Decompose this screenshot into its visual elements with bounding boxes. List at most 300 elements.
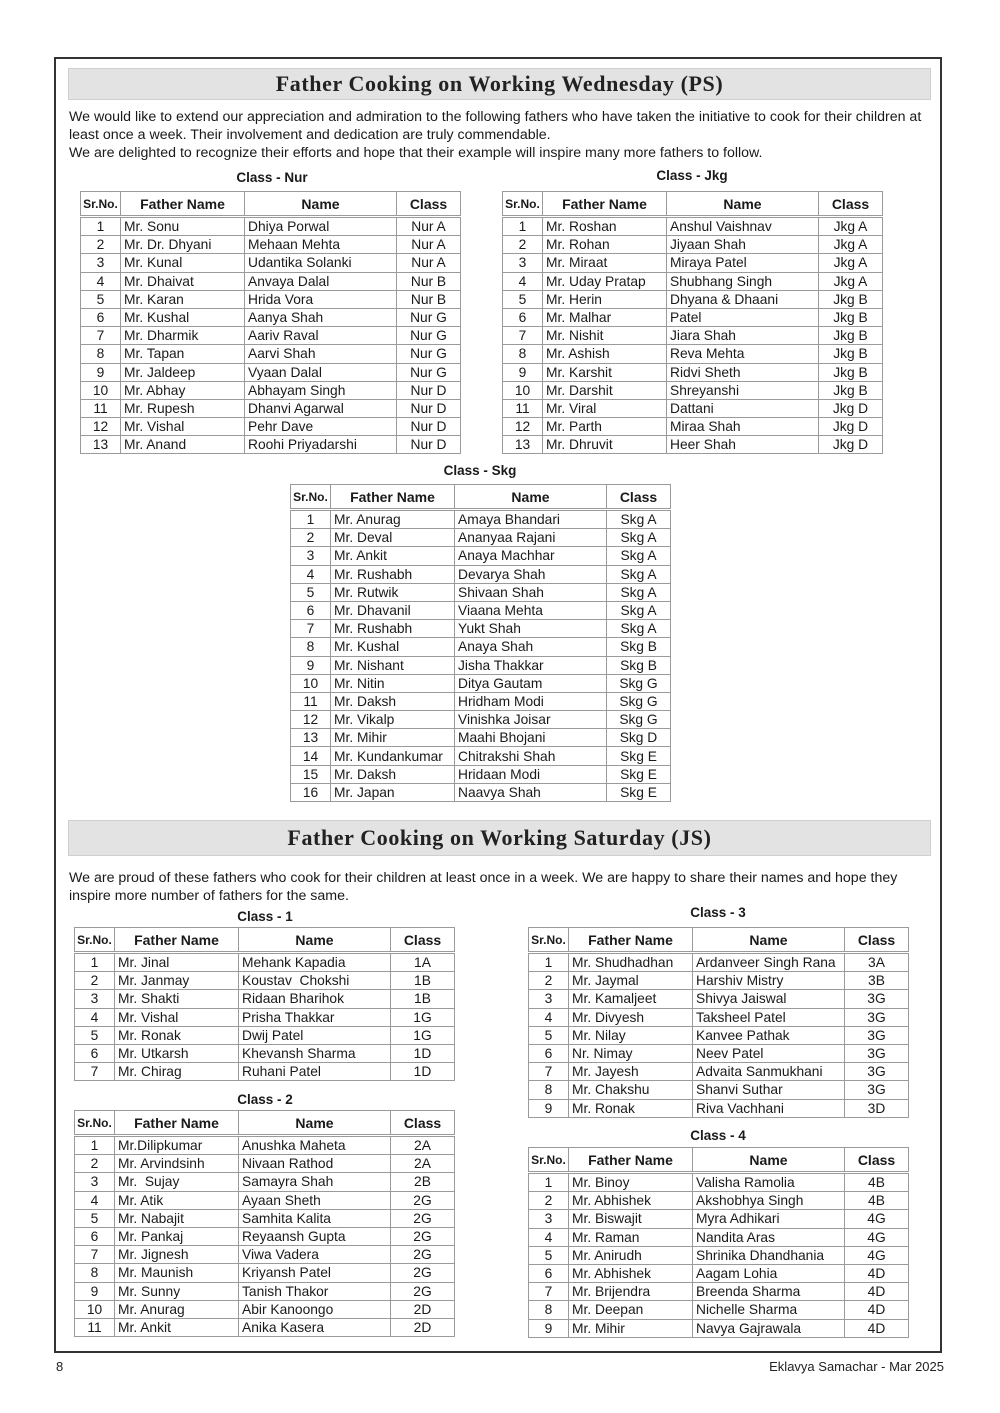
cell-father-name: Mr. Ashish [543,345,667,363]
cell-father-name: Mr. Rutwik [331,583,455,601]
header-sr-no: Sr.No. [291,485,331,510]
cell-child-name: Naavya Shah [455,783,607,801]
cell-sr-no: 3 [291,547,331,565]
table-header-row [75,1111,455,1136]
header-father-name: Father Name [331,485,455,510]
cell-sr-no: 8 [529,1081,569,1099]
cell-class: 2A [391,1136,455,1155]
cell-class: Skg A [607,510,671,529]
cell-child-name: Miraya Patel [667,254,819,272]
table-row [81,363,461,381]
table-row [75,1246,455,1264]
cell-father-name: Mr. Darshit [543,381,667,399]
cell-class: Jkg D [819,399,883,417]
cell-sr-no: 4 [529,1008,569,1026]
table-row [529,1228,909,1246]
table-row [291,510,671,529]
cell-child-name: Prisha Thakkar [239,1008,391,1026]
cell-sr-no: 5 [503,290,543,308]
cell-child-name: Shreyanshi [667,381,819,399]
cell-class: Skg E [607,765,671,783]
table-row [291,547,671,565]
cell-father-name: Mr. Rohan [543,236,667,254]
cell-sr-no: 9 [529,1099,569,1117]
cell-sr-no: 3 [503,254,543,272]
cell-child-name: Neev Patel [693,1044,845,1062]
header-sr-no: Sr.No. [503,192,543,217]
cell-child-name: Hrida Vora [245,290,397,308]
cell-father-name: Mr. Deepan [569,1301,693,1319]
cell-sr-no: 11 [75,1318,115,1336]
cell-father-name: Mr. Abhishek [569,1264,693,1282]
cell-child-name: Anvaya Dalal [245,272,397,290]
cell-child-name: Mehaan Mehta [245,236,397,254]
cell-child-name: Anshul Vaishnav [667,217,819,236]
cell-child-name: Heer Shah [667,436,819,454]
cell-child-name: Shivaan Shah [455,583,607,601]
cell-father-name: Mr. Ronak [569,1099,693,1117]
cell-sr-no: 9 [291,656,331,674]
cell-sr-no: 10 [503,381,543,399]
cell-father-name: Mr. Kundankumar [331,747,455,765]
table-row [291,765,671,783]
cell-father-name: Mr. Chakshu [569,1081,693,1099]
cell-sr-no: 7 [529,1063,569,1081]
ps-intro [69,108,939,163]
cell-class: Jkg A [819,254,883,272]
cell-child-name: Advaita Sanmukhani [693,1063,845,1081]
table-row [503,399,883,417]
cell-sr-no: 2 [75,972,115,990]
table-class-4 [528,1147,909,1338]
cell-child-name: Roohi Priyadarshi [245,436,397,454]
cell-child-name: Vinishka Joisar [455,711,607,729]
cell-sr-no: 10 [291,674,331,692]
cell-father-name: Mr. Abhay [121,381,245,399]
table-row [75,1318,455,1336]
table-row [529,1081,909,1099]
table-class-jkg [502,191,883,454]
cell-sr-no: 4 [75,1191,115,1209]
cell-class: Skg B [607,656,671,674]
cell-class: Nur G [397,345,461,363]
cell-child-name: Nandita Aras [693,1228,845,1246]
cell-class: 4G [845,1210,909,1228]
cell-class: 4D [845,1301,909,1319]
cell-father-name: Mr. Parth [543,418,667,436]
cell-class: Jkg B [819,381,883,399]
table-row [81,327,461,345]
cell-child-name: Maahi Bhojani [455,729,607,747]
cell-father-name: Mr. Ankit [331,547,455,565]
caption-jkg: Class - Jkg [656,168,728,183]
cell-sr-no: 5 [529,1026,569,1044]
cell-sr-no: 5 [81,290,121,308]
cell-child-name: Hridham Modi [455,692,607,710]
cell-child-name: Nichelle Sharma [693,1301,845,1319]
cell-class: Skg B [607,638,671,656]
cell-class: 4D [845,1283,909,1301]
cell-child-name: Abir Kanoongo [239,1300,391,1318]
cell-father-name: Nr. Nimay [569,1044,693,1062]
header-class: Class [845,928,909,953]
cell-father-name: Mr. Biswajit [569,1210,693,1228]
table-row [529,972,909,990]
cell-child-name: Jiara Shah [667,327,819,345]
cell-sr-no: 1 [529,953,569,972]
cell-child-name: Valisha Ramolia [693,1173,845,1192]
table-row [529,1008,909,1026]
cell-sr-no: 2 [75,1155,115,1173]
cell-father-name: Mr. Jaldeep [121,363,245,381]
cell-father-name: Mr. Kunal [121,254,245,272]
cell-class: 1A [391,953,455,972]
cell-father-name: Mr. Ankit [115,1318,239,1336]
cell-class: Skg G [607,674,671,692]
cell-child-name: Reyaansh Gupta [239,1227,391,1245]
cell-child-name: Kanvee Pathak [693,1026,845,1044]
cell-sr-no: 9 [75,1282,115,1300]
cell-father-name: Mr. Abhishek [569,1192,693,1210]
cell-child-name: Anika Kasera [239,1318,391,1336]
cell-father-name: Mr. Janmay [115,972,239,990]
cell-class: 4D [845,1319,909,1337]
cell-father-name: Mr. Shakti [115,990,239,1008]
cell-class: 2G [391,1191,455,1209]
table-row [503,418,883,436]
cell-child-name: Patel [667,308,819,326]
table-row [75,1209,455,1227]
cell-class: 3G [845,1044,909,1062]
table-row [503,345,883,363]
table-row [81,436,461,454]
table-row [529,1026,909,1044]
cell-father-name: Mr. Brijendra [569,1283,693,1301]
table-row [503,381,883,399]
cell-sr-no: 5 [75,1026,115,1044]
header-father-name: Father Name [115,1111,239,1136]
cell-sr-no: 3 [529,1210,569,1228]
caption-class-3: Class - 3 [690,905,746,920]
cell-class: Nur D [397,418,461,436]
cell-child-name: Kriyansh Patel [239,1264,391,1282]
cell-child-name: Tanish Thakor [239,1282,391,1300]
cell-father-name: Mr. Sonu [121,217,245,236]
cell-father-name: Mr. Dhruvit [543,436,667,454]
table-row [529,1099,909,1117]
table-row [75,1191,455,1209]
cell-child-name: Aagam Lohia [693,1264,845,1282]
table-header-row [75,928,455,953]
cell-father-name: Mr. Kamaljeet [569,990,693,1008]
cell-class: Nur D [397,399,461,417]
table-row [529,1264,909,1282]
header-father-name: Father Name [569,1148,693,1173]
header-sr-no: Sr.No. [529,1148,569,1173]
cell-father-name: Mr. Karshit [543,363,667,381]
cell-child-name: Ditya Gautam [455,674,607,692]
table-row [75,1173,455,1191]
cell-sr-no: 13 [291,729,331,747]
cell-father-name: Mr. Jignesh [115,1246,239,1264]
cell-father-name: Mr. Kushal [121,308,245,326]
cell-father-name: Mr. Rushabh [331,620,455,638]
cell-father-name: Mr. Uday Pratap [543,272,667,290]
header-father-name: Father Name [115,928,239,953]
cell-sr-no: 6 [503,308,543,326]
cell-child-name: Taksheel Patel [693,1008,845,1026]
publication-name: Eklavya Samachar - Mar 2025 [769,1359,944,1374]
cell-sr-no: 1 [503,217,543,236]
js-intro-para-1: We are proud of these fathers who cook for their children at least once in a week. We are happy to share their names and hope they inspire more number of fathers for the same. [69,870,898,905]
cell-sr-no: 6 [75,1044,115,1062]
table-header-row [529,928,909,953]
table-row [81,399,461,417]
cell-class: Jkg B [819,327,883,345]
table-row [75,990,455,1008]
cell-class: 3G [845,1026,909,1044]
header-child-name: Name [667,192,819,217]
cell-child-name: Reva Mehta [667,345,819,363]
cell-child-name: Chitrakshi Shah [455,747,607,765]
cell-class: 2G [391,1264,455,1282]
table-row [75,1063,455,1081]
header-sr-no: Sr.No. [81,192,121,217]
cell-class: 2G [391,1227,455,1245]
cell-sr-no: 16 [291,783,331,801]
table-row [529,1192,909,1210]
table-row [529,1210,909,1228]
cell-class: Skg G [607,711,671,729]
table-row [291,565,671,583]
cell-sr-no: 4 [81,272,121,290]
js-intro [69,869,939,905]
table-row [503,363,883,381]
cell-father-name: Mr. Ronak [115,1026,239,1044]
cell-father-name: Mr. Deval [331,529,455,547]
cell-sr-no: 1 [75,953,115,972]
table-header-row [529,1148,909,1173]
caption-class-1: Class - 1 [237,909,293,924]
cell-sr-no: 4 [75,1008,115,1026]
cell-father-name: Mr. Pankaj [115,1227,239,1245]
cell-class: 3D [845,1099,909,1117]
table-row [529,1044,909,1062]
table-row [529,1283,909,1301]
cell-sr-no: 1 [81,217,121,236]
cell-class: 1G [391,1026,455,1044]
cell-child-name: Shubhang Singh [667,272,819,290]
cell-sr-no: 5 [75,1209,115,1227]
cell-father-name: Mr.Dilipkumar [115,1136,239,1155]
cell-child-name: Abhayam Singh [245,381,397,399]
table-row [75,972,455,990]
cell-class: Skg A [607,529,671,547]
header-sr-no: Sr.No. [75,1111,115,1136]
cell-sr-no: 2 [529,1192,569,1210]
cell-class: 1G [391,1008,455,1026]
cell-class: Nur G [397,327,461,345]
cell-sr-no: 12 [291,711,331,729]
cell-class: Jkg B [819,363,883,381]
section-title-js: Father Cooking on Working Saturday (JS) [68,820,931,856]
table-row [75,1282,455,1300]
cell-child-name: Harshiv Mistry [693,972,845,990]
table-class-2 [74,1110,455,1337]
cell-class: 1D [391,1044,455,1062]
header-father-name: Father Name [543,192,667,217]
table-row [529,1246,909,1264]
cell-father-name: Mr. Karan [121,290,245,308]
cell-father-name: Mr. Daksh [331,765,455,783]
cell-class: Skg A [607,601,671,619]
cell-sr-no: 13 [503,436,543,454]
cell-class: 3B [845,972,909,990]
cell-father-name: Mr. Nabajit [115,1209,239,1227]
cell-child-name: Viaana Mehta [455,601,607,619]
cell-child-name: Jiyaan Shah [667,236,819,254]
table-row [75,1136,455,1155]
cell-father-name: Mr. Sunny [115,1282,239,1300]
cell-class: Nur G [397,308,461,326]
cell-class: 4G [845,1246,909,1264]
cell-class: Nur B [397,290,461,308]
cell-child-name: Breenda Sharma [693,1283,845,1301]
table-row [81,418,461,436]
cell-child-name: Riva Vachhani [693,1099,845,1117]
cell-sr-no: 11 [291,692,331,710]
cell-child-name: Anaya Machhar [455,547,607,565]
cell-class: Jkg B [819,290,883,308]
table-row [75,1155,455,1173]
cell-father-name: Mr. Jinal [115,953,239,972]
cell-father-name: Mr. Miraat [543,254,667,272]
ps-intro-para-2: We are delighted to recognize their efforts and hope that their example will inspire many more fathers to follow. [69,145,763,162]
cell-class: Nur A [397,217,461,236]
cell-father-name: Mr. Anirudh [569,1246,693,1264]
cell-father-name: Mr. Maunish [115,1264,239,1282]
cell-father-name: Mr. Atik [115,1191,239,1209]
table-row [503,217,883,236]
table-row [81,217,461,236]
caption-class-2: Class - 2 [237,1092,293,1107]
cell-class: Nur D [397,381,461,399]
table-row [291,729,671,747]
cell-father-name: Mr. Divyesh [569,1008,693,1026]
cell-class: 3G [845,1081,909,1099]
table-row [81,272,461,290]
cell-sr-no: 14 [291,747,331,765]
table-row [291,583,671,601]
cell-class: Skg A [607,583,671,601]
cell-father-name: Mr. Binoy [569,1173,693,1192]
caption-nur: Class - Nur [236,170,308,185]
cell-class: Jkg B [819,345,883,363]
cell-class: 2B [391,1173,455,1191]
cell-father-name: Mr. Rupesh [121,399,245,417]
cell-sr-no: 6 [291,601,331,619]
cell-class: 3G [845,990,909,1008]
cell-sr-no: 9 [503,363,543,381]
table-row [291,692,671,710]
cell-sr-no: 7 [75,1246,115,1264]
cell-class: Nur D [397,436,461,454]
table-row [81,308,461,326]
cell-child-name: Nivaan Rathod [239,1155,391,1173]
cell-sr-no: 2 [81,236,121,254]
table-row [81,236,461,254]
cell-child-name: Ayaan Sheth [239,1191,391,1209]
cell-father-name: Mr. Vikalp [331,711,455,729]
cell-sr-no: 8 [529,1301,569,1319]
cell-class: 2G [391,1209,455,1227]
cell-father-name: Mr. Japan [331,783,455,801]
cell-sr-no: 7 [81,327,121,345]
cell-sr-no: 1 [291,510,331,529]
cell-child-name: Aanya Shah [245,308,397,326]
cell-sr-no: 9 [529,1319,569,1337]
cell-child-name: Ananyaa Rajani [455,529,607,547]
cell-child-name: Aarvi Shah [245,345,397,363]
cell-child-name: Dwij Patel [239,1026,391,1044]
cell-sr-no: 12 [81,418,121,436]
cell-child-name: Yukt Shah [455,620,607,638]
cell-class: Jkg A [819,272,883,290]
cell-child-name: Ridaan Bharihok [239,990,391,1008]
cell-child-name: Pehr Dave [245,418,397,436]
cell-sr-no: 10 [75,1300,115,1318]
cell-father-name: Mr. Nishit [543,327,667,345]
cell-child-name: Viwa Vadera [239,1246,391,1264]
header-father-name: Father Name [121,192,245,217]
cell-father-name: Mr. Jayesh [569,1063,693,1081]
table-row [291,601,671,619]
cell-sr-no: 3 [81,254,121,272]
cell-child-name: Hridaan Modi [455,765,607,783]
cell-class: 3G [845,1063,909,1081]
cell-sr-no: 3 [75,990,115,1008]
cell-class: 1D [391,1063,455,1081]
cell-child-name: Amaya Bhandari [455,510,607,529]
cell-class: Nur A [397,236,461,254]
cell-father-name: Mr. Shudhadhan [569,953,693,972]
cell-class: 4D [845,1264,909,1282]
cell-father-name: Mr. Raman [569,1228,693,1246]
header-class: Class [607,485,671,510]
section-title-ps: Father Cooking on Working Wednesday (PS) [68,68,931,100]
page-number: 8 [56,1359,64,1374]
cell-class: 1B [391,990,455,1008]
cell-father-name: Mr. Viral [543,399,667,417]
cell-class: Skg D [607,729,671,747]
cell-father-name: Mr. Nilay [569,1026,693,1044]
cell-child-name: Miraa Shah [667,418,819,436]
table-header-row [291,485,671,510]
cell-class: 4G [845,1228,909,1246]
cell-class: Jkg A [819,236,883,254]
cell-child-name: Akshobhya Singh [693,1192,845,1210]
cell-father-name: Mr. Malhar [543,308,667,326]
cell-child-name: Samhita Kalita [239,1209,391,1227]
cell-class: Jkg D [819,436,883,454]
cell-class: Jkg D [819,418,883,436]
cell-sr-no: 7 [75,1063,115,1081]
cell-sr-no: 6 [81,308,121,326]
table-row [291,656,671,674]
cell-sr-no: 3 [529,990,569,1008]
table-row [529,990,909,1008]
caption-skg: Class - Skg [443,463,517,478]
